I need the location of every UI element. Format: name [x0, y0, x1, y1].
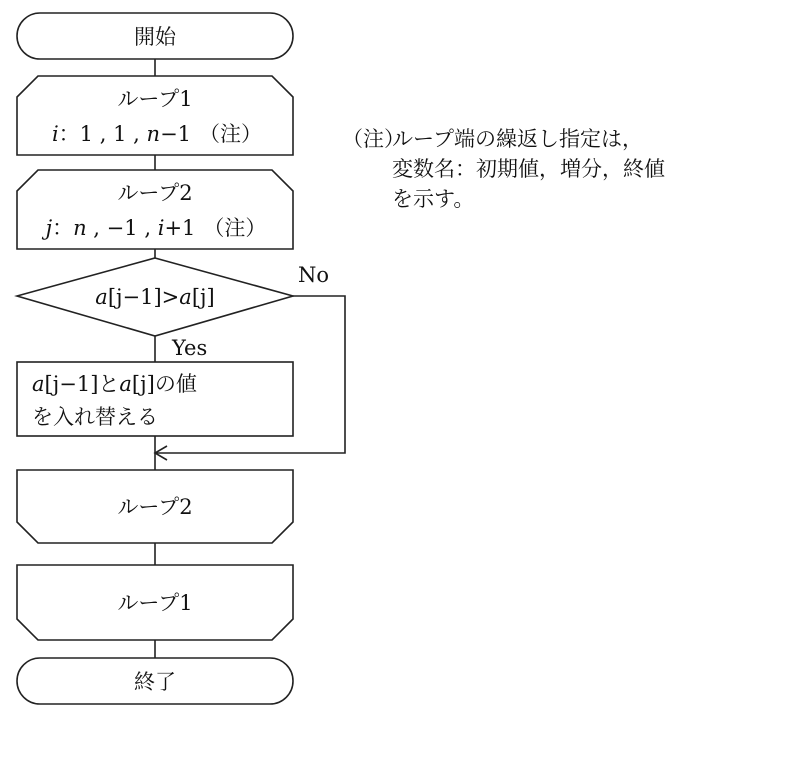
loop1-start-spec: i：1 , 1 , n−1 （注） — [51, 122, 263, 146]
loop1-range: 1 , 1 , n−1 — [79, 122, 192, 146]
note-line-2: 変数名：初期値，増分，終値 — [392, 157, 665, 181]
loop2-range: n , −1 , i+1 — [73, 216, 196, 240]
note-text-1: ループ端の繰返し指定は， — [392, 127, 643, 151]
loop-spec-note — [342, 124, 762, 214]
process-line-2: を入れ替える — [32, 405, 158, 429]
decision-no-label: No — [298, 263, 330, 287]
end-label: 終了 — [134, 670, 176, 694]
decision-condition: a[j−1]>a[j] — [95, 285, 215, 309]
loop2-start-spec: j：n , −1 , i+1 （注） — [45, 216, 267, 240]
start-label: 開始 — [134, 25, 176, 49]
note-mark: （注） — [342, 127, 405, 151]
loop1-end-label: ループ1 — [117, 591, 193, 615]
loop2-start-title: ループ2 — [117, 181, 193, 205]
loop1-start-title: ループ1 — [117, 87, 193, 111]
loop2-end-label: ループ2 — [117, 495, 193, 519]
process-line-1: a[j−1]とa[j]の値 — [32, 372, 197, 396]
decision-yes-label: Yes — [172, 336, 208, 360]
note-line-3: を示す。 — [392, 187, 475, 211]
note-line-1 — [342, 124, 762, 154]
